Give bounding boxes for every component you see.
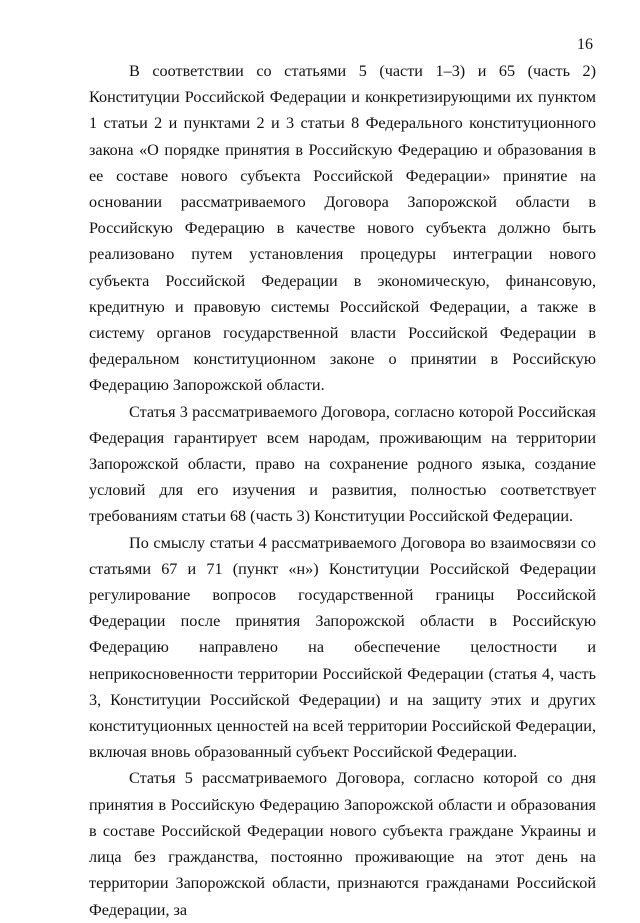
- paragraph-article-4: По смыслу статьи 4 рассматриваемого Договора во взаимосвязи со статьями 67 и 71 (пункт «н») Конституции Российской Федерации регулирование вопросов государственной границы Российской Федерации после принятия Запорожской области в Российскую Федерацию направлено на обеспечение целостности и неприкосновенности территории Российской Федерации (статья 4, часть 3, Конституции Российской Федерации) и на защиту этих и других конституционных ценностей на всей территории Российской Федерации, включая вновь образованный субъект Российской Федерации.: [89, 533, 596, 762]
- page-number: 16: [577, 36, 593, 53]
- paragraph-article-5-65: В соответствии со статьями 5 (части 1–3) и 65 (часть 2) Конституции Российской Федерации и конкретизирующими их пунктом 1 статьи 2 и пунктами 2 и 3 статьи 8 Федерального конституционного закона «О порядке принятия в Российскую Федерацию и образования в ее составе нового субъекта Российской Федерации» принятие на основании рассматриваемого Договора Запорожской области в Российскую Федерацию в качестве нового субъекта должно быть реализовано путем установления процедуры интеграции нового субъекта Российской Федерации в экономическую, финансовую, кредитную и правовую системы Российской Федерации, а также в систему органов государственной власти Российской Федерации в федеральном конституционном законе о принятии в Российскую Федерацию Запорожской области.: [89, 62, 596, 395]
- document-body: [89, 58, 596, 923]
- paragraph-article-3: Статья 3 рассматриваемого Договора, согласно которой Российская Федерация гарантирует всем народам, проживающим на территории Запорожской области, право на сохранение родного языка, создание условий для его изучения и развития, полностью соответствует требованиям статьи 68 (часть 3) Конституции Российской Федерации.: [89, 402, 596, 526]
- paragraph-article-5: Статья 5 рассматриваемого Договора, согласно которой со дня принятия в Российскую Федерацию Запорожской области и образования в составе Российской Федерации нового субъекта граждане Украины и лица без гражданства, постоянно проживающие на этот день на территории Запорожской области, признаются гражданами Российской Федерации, за: [89, 769, 596, 919]
